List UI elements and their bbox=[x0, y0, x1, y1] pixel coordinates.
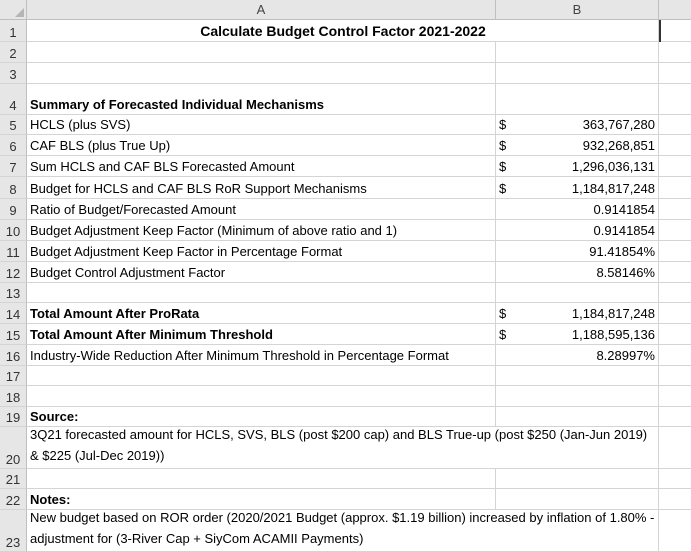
row-header[interactable]: 11 bbox=[0, 241, 27, 262]
select-all-corner[interactable] bbox=[0, 0, 27, 20]
row-header[interactable]: 20 bbox=[0, 427, 27, 469]
cell-c[interactable] bbox=[659, 42, 691, 63]
cell-a[interactable] bbox=[27, 135, 496, 156]
table-row bbox=[0, 199, 691, 220]
cell-b[interactable] bbox=[496, 386, 659, 407]
table-row bbox=[0, 324, 691, 345]
row-header[interactable]: 4 bbox=[0, 84, 27, 115]
table-row bbox=[0, 469, 691, 489]
cell-value: 1,184,817,248 bbox=[571, 181, 655, 196]
row-header[interactable]: 15 bbox=[0, 324, 27, 345]
cell-a[interactable] bbox=[27, 324, 496, 345]
cell-b[interactable] bbox=[496, 241, 659, 262]
cell-b[interactable] bbox=[496, 42, 659, 63]
table-row bbox=[0, 345, 691, 366]
cell-a[interactable] bbox=[27, 63, 496, 84]
cell-b[interactable] bbox=[496, 177, 659, 199]
currency-symbol: $ bbox=[499, 181, 507, 196]
cell-b[interactable] bbox=[496, 283, 659, 303]
cell-a[interactable] bbox=[27, 345, 496, 366]
table-row bbox=[0, 510, 691, 552]
column-header-c[interactable] bbox=[659, 0, 691, 20]
cell-c[interactable] bbox=[659, 63, 691, 84]
row-header[interactable]: 21 bbox=[0, 469, 27, 489]
cell-text: 3Q21 forecasted amount for HCLS, SVS, BLS (post $200 cap) and BLS True-up (post $250 (Jan-Jun 2019) & $225 (Jul-Dec 2019)) bbox=[30, 427, 648, 463]
table-row bbox=[0, 220, 691, 241]
cell-a[interactable] bbox=[27, 199, 496, 220]
cell-a[interactable] bbox=[27, 262, 496, 283]
cell-b[interactable] bbox=[496, 303, 659, 324]
cell-c[interactable] bbox=[659, 20, 691, 42]
cell-b[interactable] bbox=[496, 469, 659, 489]
table-row bbox=[0, 115, 691, 135]
cell-a[interactable] bbox=[27, 510, 655, 552]
currency-symbol: $ bbox=[499, 159, 507, 174]
currency-symbol: $ bbox=[499, 306, 507, 321]
row-header[interactable]: 12 bbox=[0, 262, 27, 283]
cell-a[interactable] bbox=[27, 469, 496, 489]
cell-a[interactable] bbox=[27, 241, 496, 262]
cell-value: 91.41854% bbox=[589, 244, 655, 259]
table-row bbox=[0, 20, 691, 42]
cell-b[interactable] bbox=[496, 63, 659, 84]
table-row bbox=[0, 241, 691, 262]
table-row bbox=[0, 283, 691, 303]
currency-symbol: $ bbox=[499, 138, 507, 153]
column-header-a[interactable]: A bbox=[27, 0, 496, 20]
cell-c[interactable] bbox=[659, 407, 691, 427]
cell-label: HCLS (plus SVS) bbox=[30, 117, 131, 132]
cell-c[interactable] bbox=[659, 283, 691, 303]
cell-value: 0.9141854 bbox=[593, 202, 655, 217]
table-row bbox=[0, 156, 691, 177]
cell-b[interactable] bbox=[496, 199, 659, 220]
cell-c[interactable] bbox=[659, 135, 691, 156]
table-row bbox=[0, 303, 691, 324]
cell-b[interactable] bbox=[496, 220, 659, 241]
cell-c[interactable] bbox=[659, 199, 691, 220]
cell-label: CAF BLS (plus True Up) bbox=[30, 138, 171, 153]
row-header[interactable]: 2 bbox=[0, 42, 27, 63]
row-header[interactable]: 18 bbox=[0, 386, 27, 407]
cell-a[interactable] bbox=[27, 20, 496, 42]
row-header[interactable]: 13 bbox=[0, 283, 27, 303]
cell-a[interactable] bbox=[27, 115, 496, 135]
cell-label: Budget for HCLS and CAF BLS RoR Support Mechanisms bbox=[30, 181, 367, 196]
cell-c[interactable] bbox=[659, 324, 691, 345]
cell-label: Sum HCLS and CAF BLS Forecasted Amount bbox=[30, 159, 295, 174]
cell-c[interactable] bbox=[659, 345, 691, 366]
cell-label: Ratio of Budget/Forecasted Amount bbox=[30, 202, 236, 217]
row-header[interactable]: 14 bbox=[0, 303, 27, 324]
cell-c[interactable] bbox=[659, 427, 691, 469]
cell-a[interactable] bbox=[27, 156, 496, 177]
cell-b[interactable] bbox=[496, 345, 659, 366]
cell-c[interactable] bbox=[659, 303, 691, 324]
row-header[interactable]: 8 bbox=[0, 177, 27, 199]
table-row bbox=[0, 386, 691, 407]
cell-b[interactable] bbox=[496, 262, 659, 283]
cell-label: Budget Adjustment Keep Factor in Percentage Format bbox=[30, 244, 343, 259]
cell-c[interactable] bbox=[659, 510, 691, 552]
cell-b[interactable] bbox=[496, 84, 659, 115]
table-row bbox=[0, 366, 691, 386]
cell-a[interactable] bbox=[27, 177, 496, 199]
cell-value: 932,268,851 bbox=[582, 138, 655, 153]
table-row bbox=[0, 135, 691, 156]
cell-c[interactable] bbox=[659, 156, 691, 177]
table-row bbox=[0, 427, 691, 469]
cell-value: 363,767,280 bbox=[582, 117, 655, 132]
cell-b[interactable] bbox=[496, 324, 659, 345]
row-header[interactable]: 16 bbox=[0, 345, 27, 366]
cell-c[interactable] bbox=[659, 241, 691, 262]
row-header[interactable]: 22 bbox=[0, 489, 27, 510]
cell-c[interactable] bbox=[659, 262, 691, 283]
cell-b[interactable] bbox=[496, 135, 659, 156]
row-header[interactable]: 1 bbox=[0, 20, 27, 42]
cell-a[interactable] bbox=[27, 366, 496, 386]
active-cell-border bbox=[659, 20, 661, 42]
cell-b[interactable] bbox=[496, 115, 659, 135]
table-row bbox=[0, 42, 691, 63]
cell-label: Notes: bbox=[30, 492, 71, 507]
cell-value: 1,184,817,248 bbox=[571, 306, 655, 321]
cell-c[interactable] bbox=[659, 489, 691, 510]
cell-value: 8.58146% bbox=[596, 265, 655, 280]
column-header-b[interactable]: B bbox=[496, 0, 659, 20]
cell-label: Total Amount After Minimum Threshold bbox=[30, 327, 273, 342]
cell-label: Total Amount After ProRata bbox=[30, 306, 200, 321]
currency-symbol: $ bbox=[499, 117, 507, 132]
row-header[interactable]: 19 bbox=[0, 407, 27, 427]
cell-value: 1,188,595,136 bbox=[571, 327, 655, 342]
cell-a[interactable] bbox=[27, 84, 496, 115]
cell-text: New budget based on ROR order (2020/2021 Budget (approx. $1.19 billion) increased by inflation of 1.80% - adjustment for (3-River Cap + SiyCom ACAMII Payments) bbox=[30, 510, 655, 546]
cell-c[interactable] bbox=[659, 220, 691, 241]
cell-a[interactable] bbox=[27, 283, 496, 303]
cell-label: Budget Adjustment Keep Factor (Minimum of above ratio and 1) bbox=[30, 223, 398, 238]
row-header[interactable]: 7 bbox=[0, 156, 27, 177]
cell-a[interactable] bbox=[27, 42, 496, 63]
table-row bbox=[0, 84, 691, 115]
row-header[interactable]: 3 bbox=[0, 63, 27, 84]
row-header[interactable]: 10 bbox=[0, 220, 27, 241]
row-header[interactable]: 17 bbox=[0, 366, 27, 386]
cell-label: Industry-Wide Reduction After Minimum Threshold in Percentage Format bbox=[30, 348, 449, 363]
cell-label: Budget Control Adjustment Factor bbox=[30, 265, 226, 280]
currency-symbol: $ bbox=[499, 327, 507, 342]
cell-value: 8.28997% bbox=[596, 348, 655, 363]
cell-b[interactable] bbox=[496, 366, 659, 386]
cell-c[interactable] bbox=[659, 115, 691, 135]
row-header[interactable]: 6 bbox=[0, 135, 27, 156]
cell-c[interactable] bbox=[659, 469, 691, 489]
table-row bbox=[0, 63, 691, 84]
select-all-triangle-icon bbox=[15, 8, 24, 17]
cell-label: Source: bbox=[30, 409, 79, 424]
cell-a[interactable] bbox=[27, 386, 496, 407]
cell-value: 0.9141854 bbox=[593, 223, 655, 238]
cell-a[interactable] bbox=[27, 427, 648, 469]
table-row bbox=[0, 177, 691, 199]
cell-a[interactable] bbox=[27, 220, 496, 241]
cell-c[interactable] bbox=[659, 177, 691, 199]
table-row bbox=[0, 262, 691, 283]
row-header[interactable]: 9 bbox=[0, 199, 27, 220]
sheet-title: Calculate Budget Control Factor 2021-2022 bbox=[200, 23, 486, 39]
cell-value: 1,296,036,131 bbox=[571, 159, 655, 174]
row-header[interactable]: 5 bbox=[0, 115, 27, 135]
cell-a[interactable] bbox=[27, 303, 496, 324]
cell-label: Summary of Forecasted Individual Mechanisms bbox=[30, 97, 325, 112]
cell-c[interactable] bbox=[659, 366, 691, 386]
cell-c[interactable] bbox=[659, 386, 691, 407]
cell-b[interactable] bbox=[496, 156, 659, 177]
row-header[interactable]: 23 bbox=[0, 510, 27, 552]
cell-c[interactable] bbox=[659, 84, 691, 115]
